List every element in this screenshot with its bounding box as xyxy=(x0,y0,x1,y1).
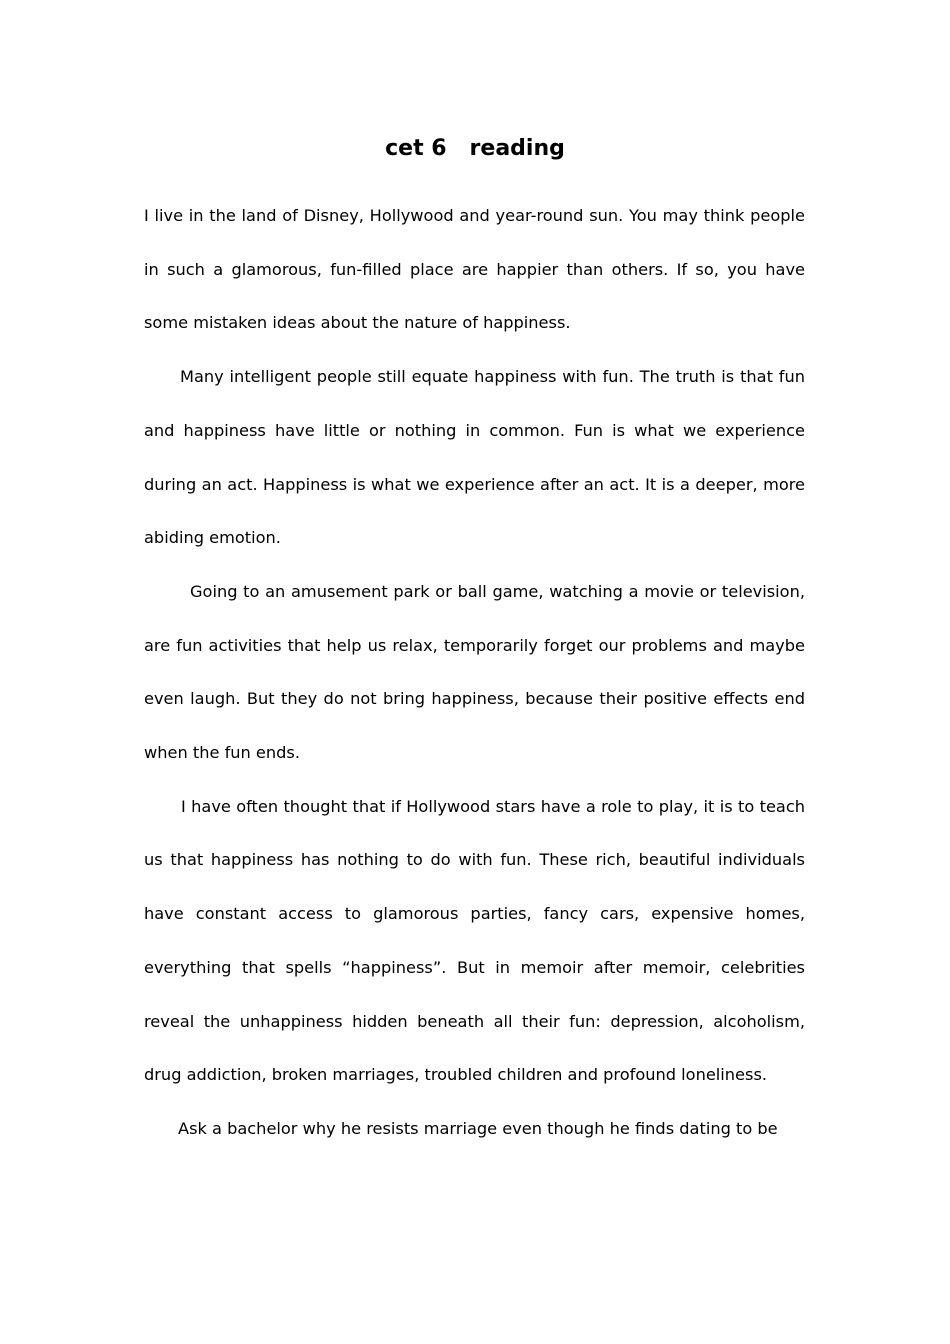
paragraph-4: I have often thought that if Hollywood stars have a role to play, it is to teach us that happiness has nothing to do with fun. These rich, beautiful individuals have constant access to glamorous parties, fancy cars, expensive homes, everything that spells “happiness”. But in memoir after memoir, celebrities reveal the unhappiness hidden beneath all their fun: depression, alcoholism, drug addiction, broken marriages, troubled children and profound loneliness. xyxy=(144,796,805,1085)
page-title: cet 6 reading xyxy=(385,136,565,161)
paragraph-2: Many intelligent people still equate happiness with fun. The truth is that fun and happiness have little or nothing in common. Fun is what we experience during an act. Happiness is what we experience after an act. It is a deeper, more abiding emotion. xyxy=(144,367,805,548)
reading-passage xyxy=(144,189,805,1156)
paragraph-5: Ask a bachelor why he resists marriage even though he finds dating to be xyxy=(178,1118,778,1138)
paragraph-1: I live in the land of Disney, Hollywood and year-round sun. You may think people in such a glamorous, fun-filled place are happier than others. If so, you have some mistaken ideas about the nature of happiness. xyxy=(144,206,805,333)
paragraph-3: Going to an amusement park or ball game, watching a movie or television, are fun activities that help us relax, temporarily forget our problems and maybe even laugh. But they do not bring happiness, because their positive effects end when the fun ends. xyxy=(144,581,805,763)
